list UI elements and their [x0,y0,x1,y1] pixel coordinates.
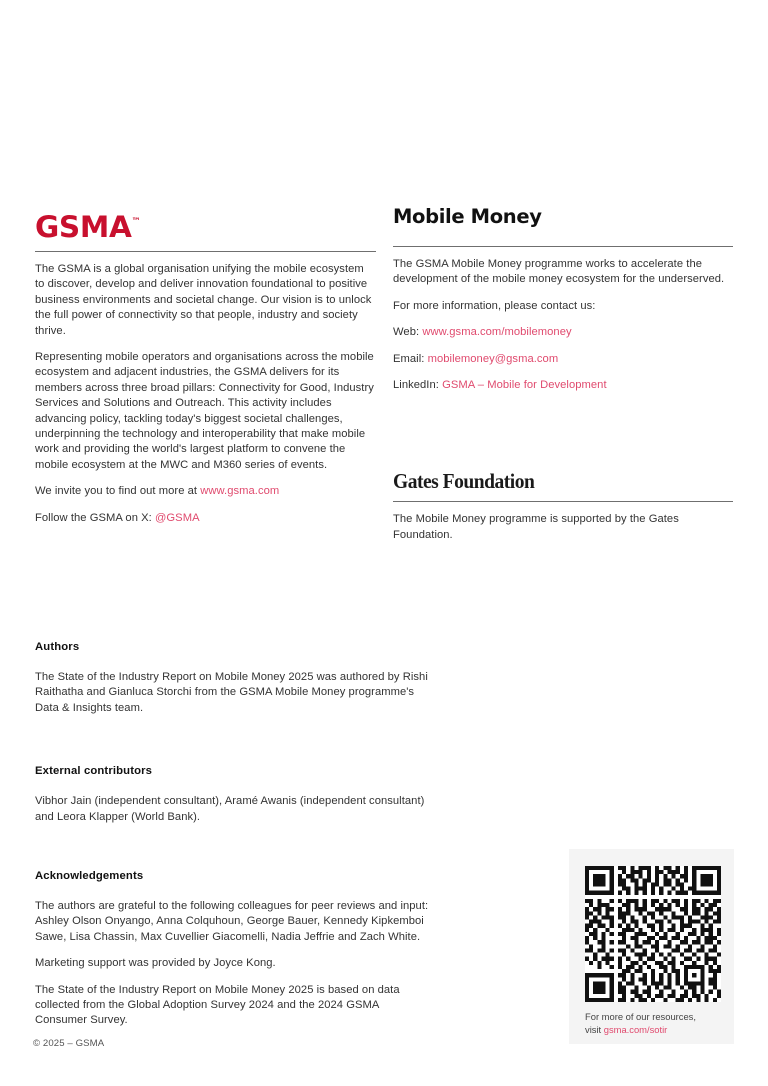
qr-caption-prefix: visit [585,1024,604,1035]
mobile-money-paragraph: The GSMA Mobile Money programme works to accelerate the development of the mobile money ecosystem for the underserved. [393,258,725,286]
acknowledgements-paragraph-3: The State of the Industry Report on Mobile Money 2025 is based on data collected from the Global Adoption Survey 2024 and the 2024 GSMA Consumer Survey. [35,983,400,1027]
gsma-logo-wrap [35,205,376,243]
linkedin-label: LinkedIn: [393,379,443,392]
authors-paragraph: The State of the Industry Report on Mobile Money 2025 was authored by Rishi Raithatha and Gianluca Storchi from the GSMA Mobile Money programme's Data & Insights team. [35,671,428,714]
gsma-column [35,205,376,537]
gates-divider [393,501,733,502]
mobile-money-email-link[interactable]: mobilemoney@gsma.com [427,352,559,365]
gsma-follow-line [35,511,376,526]
qr-caption [585,1010,725,1036]
external-contributors-paragraph: Vibhor Jain (independent consultant), Aramé Awanis (independent consultant) and Leora Klapper (World Bank). [35,795,425,823]
mobile-money-web-line [393,325,733,340]
gsma-paragraph-1: The GSMA is a global organisation unifying the mobile ecosystem to discover, develop and deliver innovation foundational to positive business environments and societal change. Our vision is to unlock the full power of connectivity so that people, industry and society thrive. [35,263,372,337]
qr-caption-line-1: For more of our resources, [585,1011,696,1022]
mobile-money-linkedin-link[interactable]: GSMA – Mobile for Development [442,379,607,392]
copyright-footer: © 2025 – GSMA [33,1038,105,1049]
gsma-logo-trademark-icon: ™ [131,217,141,227]
gsma-logo-text: GSMA [35,210,132,244]
credits-column [35,640,430,1040]
acknowledgements-paragraph-2: Marketing support was provided by Joyce Kong. [35,957,276,970]
gsma-follow-prefix: Follow the GSMA on X: [35,511,155,524]
gsma-invite-line [35,484,376,499]
gsma-website-link[interactable]: www.gsma.com [200,485,280,498]
email-label: Email: [393,352,428,365]
authors-title: Authors [35,641,80,653]
mobile-money-web-link[interactable]: www.gsma.com/mobilemoney [422,326,572,339]
gates-foundation-logo: Gates Foundation [393,469,535,494]
mobile-money-divider [393,246,733,247]
external-contributors-title: External contributors [35,765,153,778]
spacer-authors [35,727,430,764]
acknowledgements-title: Acknowledgements [35,870,144,883]
gates-paragraph: The Mobile Money programme is supported by the Gates Foundation. [393,513,679,541]
mobile-money-contact-intro: For more information, please contact us: [393,299,596,312]
gsma-logo [35,205,141,244]
spacer-contributors [35,836,430,869]
qr-code-icon[interactable] [585,866,721,1002]
mobile-money-email-line [393,352,733,367]
mobile-money-column [393,205,733,554]
gsma-paragraph-2: Representing mobile operators and organisations across the mobile ecosystem and adjacent industries, the GSMA delivers for its members across three broad pillars: Connectivity for Good, Industry Services and Solutions and Outreach. This activity includes advancing policy, tackling today's biggest societal challenges, underpinning the technology and interoperability that make mobile work and providing the world's largest platform to convene the mobile ecosystem at the MWC and M360 series of events. [35,351,374,471]
mobile-money-linkedin-line [393,378,733,393]
mobile-money-heading: Mobile Money [393,205,542,228]
gates-foundation-block [393,469,733,543]
gsma-x-handle-link[interactable]: @GSMA [155,511,200,524]
acknowledgements-paragraph-1: The authors are grateful to the following colleagues for peer reviews and input: Ashley Olson Onyango, Anna Colquhoun, George Bauer, Kennedy Kipkemboi Sawe, Lisa Chassin, Max Cuvellier Giacomelli, Nadia Jeffrie and Zach White. [35,900,429,943]
gsma-divider [35,251,376,252]
web-label: Web: [393,326,423,339]
qr-sotir-link[interactable]: gsma.com/sotir [603,1024,668,1035]
gsma-invite-prefix: We invite you to find out more at [35,485,201,498]
qr-resources-panel [569,849,734,1044]
